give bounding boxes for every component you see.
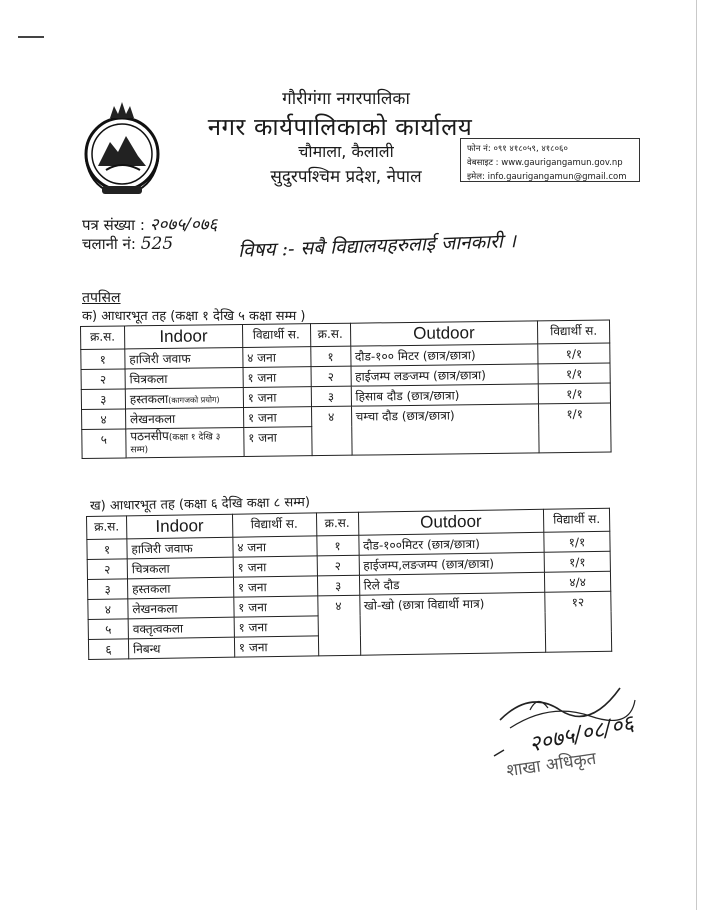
- outdoor-sn: २: [317, 555, 359, 576]
- indoor-count: ४ जना: [243, 347, 311, 368]
- indoor-count: १ जना: [244, 427, 312, 457]
- indoor-event: लेखनकला: [125, 408, 243, 429]
- outdoor-event: खो-खो (छात्रा विद्यार्थी मात्र): [359, 592, 545, 655]
- indoor-count: १ जना: [243, 367, 311, 388]
- indoor-sn: ३: [81, 389, 125, 410]
- indoor-sn: ६: [88, 639, 128, 660]
- outdoor-count: १२: [545, 591, 612, 652]
- outdoor-event: चम्चा दौड (छात्र/छात्रा): [351, 404, 539, 455]
- indoor-event-note: (कक्षा १ देखि ३ सम्म): [130, 432, 221, 456]
- outdoor-count: १/१: [539, 403, 611, 453]
- outdoor-sn: १: [316, 535, 358, 556]
- col-indoor: Indoor: [124, 325, 242, 349]
- indoor-sn: ४: [88, 599, 128, 620]
- chalani-number: [82, 234, 173, 254]
- col-sn: क्र.स.: [81, 326, 125, 350]
- contact-email: इमेल: info.gaurigangamun@gmail.com: [467, 172, 627, 182]
- outdoor-sn: १: [310, 346, 350, 366]
- indoor-sn: ५: [88, 619, 128, 640]
- outdoor-count: १/१: [544, 551, 610, 572]
- indoor-event: वक्तृत्वकला: [128, 617, 234, 639]
- outdoor-count: १/१: [538, 343, 610, 364]
- header-line-3: चौमाला, कैलाली: [298, 142, 394, 161]
- indoor-sn: २: [87, 559, 127, 580]
- patra-label: पत्र संख्या :: [82, 216, 145, 234]
- indoor-sn: २: [81, 369, 125, 390]
- patra-value: २०७५/०७६: [149, 215, 218, 235]
- col-student-count: विद्यार्थी स.: [538, 320, 610, 344]
- indoor-event: [125, 388, 243, 409]
- nepal-emblem-logo: [80, 100, 164, 200]
- outdoor-sn: २: [311, 366, 351, 386]
- chalani-label: चलानी नं:: [82, 235, 136, 253]
- col-student-count: विद्यार्थी स.: [544, 508, 610, 532]
- section-1-heading: क) आधारभूत तह (कक्षा १ देखि ५ कक्षा सम्म ): [82, 309, 306, 324]
- col-student-count: विद्यार्थी स.: [242, 324, 310, 348]
- page-edge: [696, 0, 697, 910]
- section-2-heading: ख) आधारभूत तह (कक्षा ६ देखि कक्षा ८ सम्म): [89, 495, 311, 514]
- outdoor-count: १/१: [538, 363, 610, 384]
- col-indoor: Indoor: [126, 514, 232, 539]
- outdoor-sn: ३: [311, 386, 351, 406]
- header-line-1: गौरीगंगा नगरपालिका: [282, 89, 410, 109]
- subject-line: विषय :- सबै विद्यालयहरुलाई जानकारी ।: [237, 230, 517, 262]
- indoor-event: चित्रकला: [125, 368, 243, 389]
- chalani-value: 525: [140, 234, 174, 254]
- indoor-sn: ५: [82, 429, 126, 459]
- col-outdoor: Outdoor: [358, 509, 544, 535]
- indoor-event: हस्तकला: [127, 577, 233, 599]
- col-outdoor: Outdoor: [350, 321, 538, 346]
- indoor-event: चित्रकला: [127, 557, 233, 579]
- outdoor-event: हाईजम्प लङजम्प (छात्र/छात्रा): [351, 364, 539, 386]
- outdoor-event: दौड-१०० मिटर (छात्र/छात्रा): [350, 344, 538, 366]
- indoor-count: १ जना: [233, 576, 317, 597]
- outdoor-event: हिसाब दौड (छात्र/छात्रा): [351, 384, 539, 406]
- indoor-event: [126, 428, 244, 458]
- indoor-event: लेखनकला: [128, 597, 234, 619]
- tapasil-label: तपसिल: [82, 290, 121, 306]
- header-line-2: नगर कार्यपालिकाको कार्यालय: [207, 113, 473, 141]
- indoor-count: १ जना: [243, 407, 311, 428]
- outdoor-count: १/१: [544, 531, 610, 552]
- indoor-event-name: हस्तकला: [129, 391, 169, 407]
- indoor-event-name: पठनसीप: [130, 428, 169, 444]
- indoor-count: १ जना: [234, 636, 318, 657]
- indoor-sn: १: [87, 539, 127, 560]
- indoor-sn: ३: [87, 579, 127, 600]
- indoor-event: हाजिरी जवाफ: [125, 348, 243, 369]
- indoor-count: ४ जना: [233, 536, 317, 557]
- outdoor-sn: ३: [317, 575, 359, 596]
- outdoor-sn: ४: [311, 406, 352, 455]
- corner-mark: [18, 36, 44, 38]
- section-1-table: [80, 320, 612, 459]
- indoor-sn: १: [81, 349, 125, 370]
- outdoor-count: ४/४: [545, 571, 611, 592]
- indoor-count: १ जना: [234, 596, 318, 617]
- indoor-sn: ४: [82, 409, 126, 430]
- col-student-count: विद्यार्थी स.: [232, 513, 316, 537]
- contact-phone: फोन नं: ०९१ ४१८०५९, ४१८०६०: [467, 144, 568, 154]
- indoor-event-note: (कागजको प्रयोग): [168, 395, 220, 405]
- section-2-table: [86, 508, 612, 660]
- col-sn: क्र.स.: [310, 323, 350, 346]
- outdoor-event: रिले दौड: [359, 572, 545, 595]
- header-line-4: सुदुरपश्चिम प्रदेश, नेपाल: [270, 167, 422, 187]
- outdoor-sn: ४: [317, 595, 360, 656]
- col-sn: क्र.स.: [316, 512, 358, 536]
- indoor-event: हाजिरी जवाफ: [127, 537, 233, 559]
- outdoor-count: १/१: [538, 383, 610, 404]
- contact-website: वेबसाइट : www.gaurigangamun.gov.np: [467, 158, 623, 168]
- indoor-count: १ जना: [234, 616, 318, 637]
- indoor-count: १ जना: [233, 556, 317, 577]
- indoor-event: निबन्ध: [128, 637, 234, 659]
- signature-title: शाखा अधिकृत: [505, 748, 598, 782]
- outdoor-event: हाईजम्प,लङजम्प (छात्र/छात्रा): [359, 552, 545, 575]
- signature-date: २०७५/०८/०६: [526, 711, 637, 758]
- outdoor-event: दौड-१००मिटर (छात्र/छात्रा): [358, 532, 544, 555]
- patra-sankhya: [82, 212, 217, 235]
- indoor-count: १ जना: [243, 387, 311, 408]
- contact-box: [460, 138, 640, 182]
- col-sn: क्र.स.: [87, 516, 127, 540]
